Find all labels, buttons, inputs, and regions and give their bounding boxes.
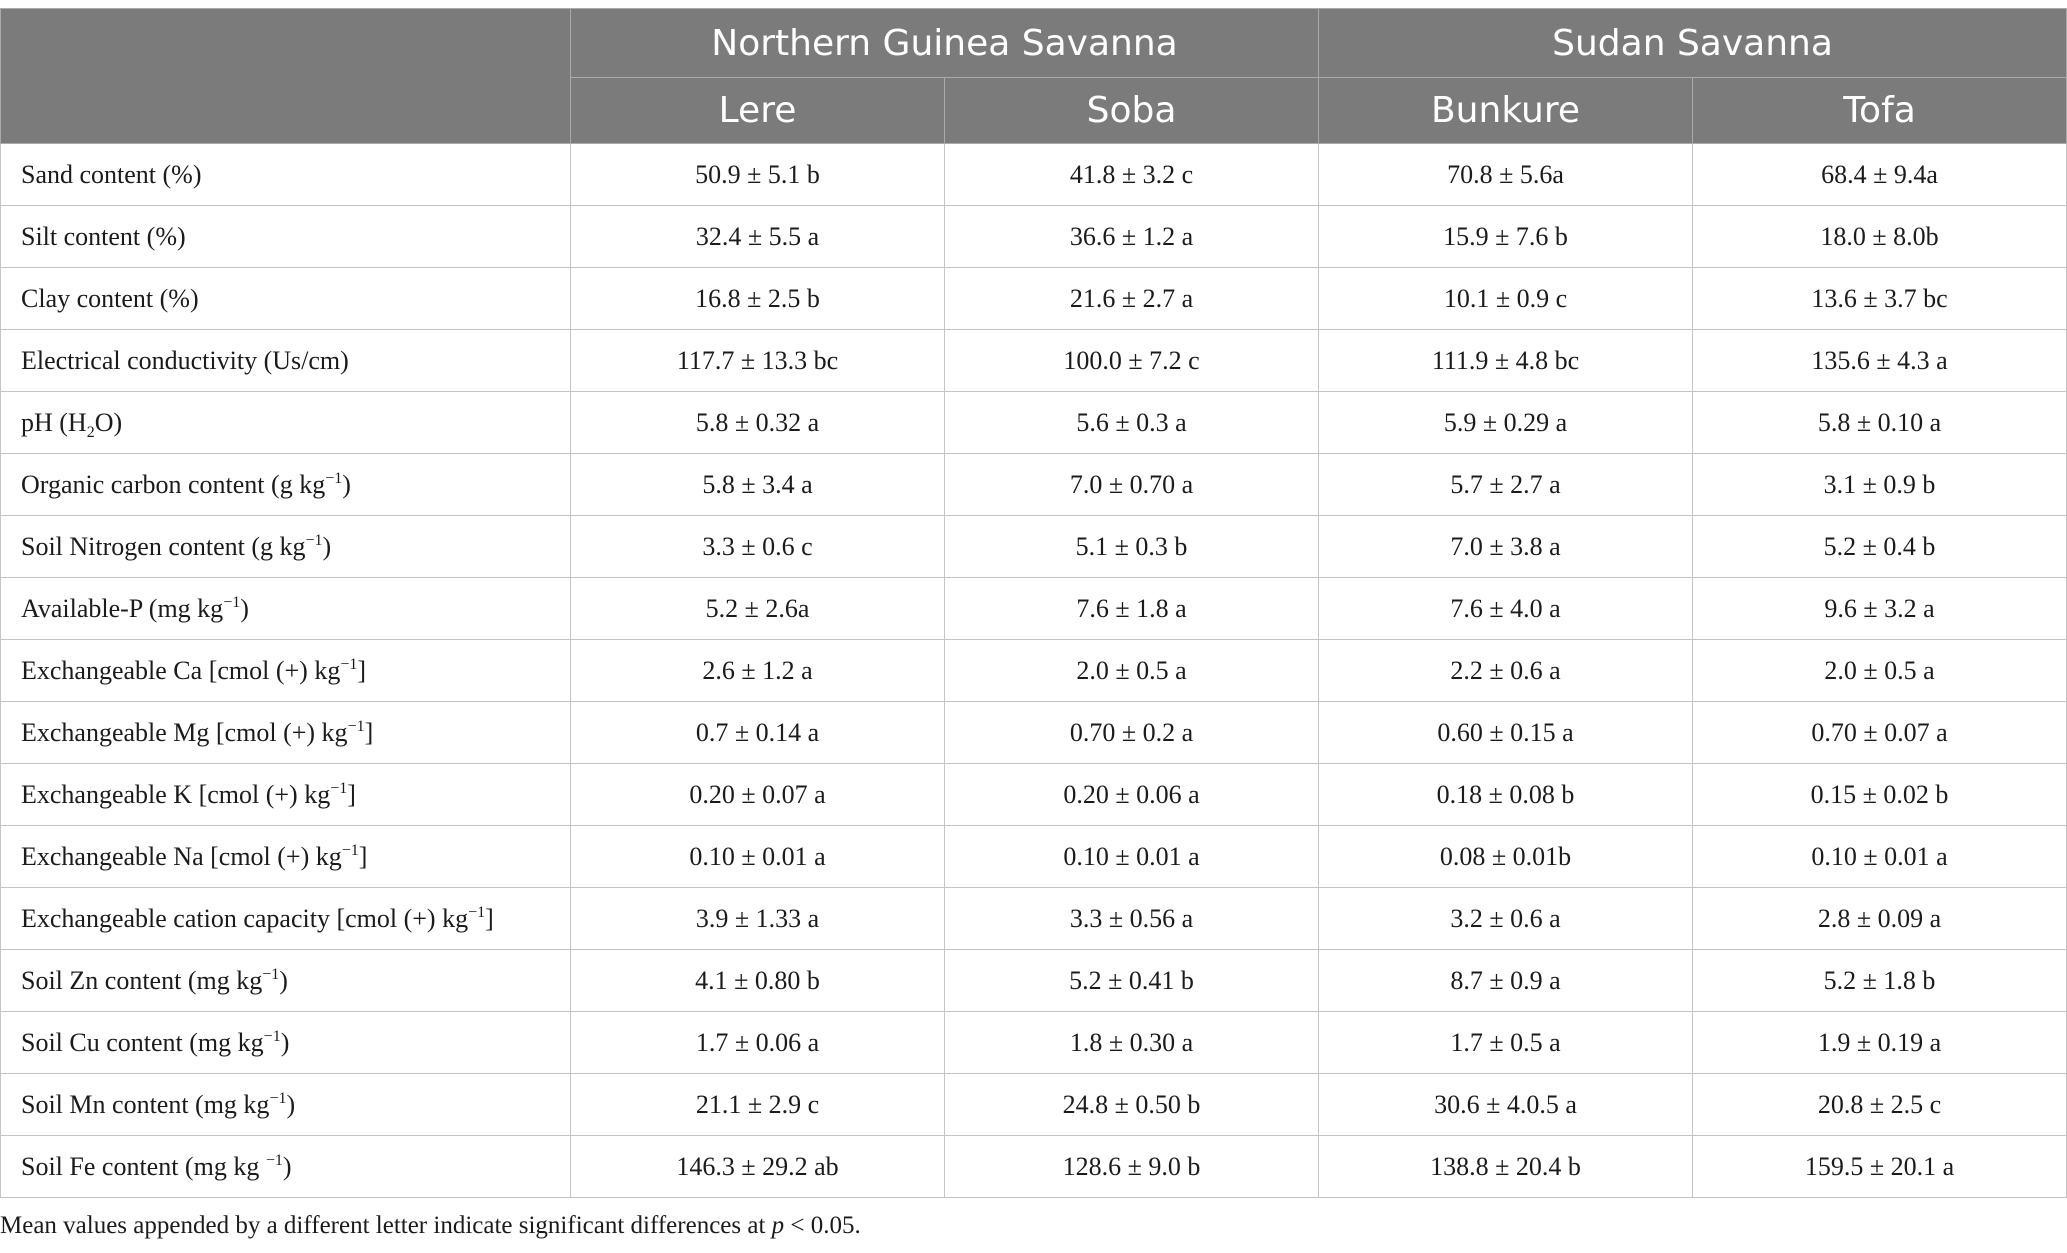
cell-lere: 5.2 ± 2.6a	[571, 578, 945, 640]
table-row	[1, 888, 2067, 950]
row-label: Exchangeable cation capacity [cmol (+) $kg^{-1}$]	[1, 888, 571, 950]
cell-tofa: 3.1 ± 0.9 b	[1693, 454, 2067, 516]
cell-tofa: 5.2 ± 1.8 b	[1693, 950, 2067, 1012]
cell-tofa: 9.6 ± 3.2 a	[1693, 578, 2067, 640]
cell-tofa: 20.8 ± 2.5 c	[1693, 1074, 2067, 1136]
header-row-regions	[1, 9, 2067, 78]
cell-lere: 0.7 ± 0.14 a	[571, 702, 945, 764]
cell-tofa: 5.2 ± 0.4 b	[1693, 516, 2067, 578]
row-label: Soil Cu content (mg $kg^{-1}$)	[1, 1012, 571, 1074]
cell-soba: 21.6 ± 2.7 a	[945, 268, 1319, 330]
cell-lere: 5.8 ± 3.4 a	[571, 454, 945, 516]
table-row	[1, 702, 2067, 764]
table-footnote: Mean values appended by a different letter indicate significant differences at p < 0.05.	[0, 1212, 861, 1239]
cell-lere: 2.6 ± 1.2 a	[571, 640, 945, 702]
cell-soba: 24.8 ± 0.50 b	[945, 1074, 1319, 1136]
table-row	[1, 454, 2067, 516]
cell-bunkure: 7.0 ± 3.8 a	[1319, 516, 1693, 578]
row-label: Exchangeable K [cmol (+) $kg^{-1}$]	[1, 764, 571, 826]
cell-lere: 117.7 ± 13.3 bc	[571, 330, 945, 392]
row-label: Exchangeable Mg [cmol (+) $kg^{-1}$]	[1, 702, 571, 764]
cell-tofa: 0.70 ± 0.07 a	[1693, 702, 2067, 764]
row-label: Soil Fe content (mg kg $^{-1}$)	[1, 1136, 571, 1198]
row-label: Organic carbon content (g $kg^{-1}$)	[1, 454, 571, 516]
cell-soba: 0.10 ± 0.01 a	[945, 826, 1319, 888]
cell-lere: 4.1 ± 0.80 b	[571, 950, 945, 1012]
cell-soba: 5.6 ± 0.3 a	[945, 392, 1319, 454]
cell-lere: 21.1 ± 2.9 c	[571, 1074, 945, 1136]
table-row	[1, 392, 2067, 454]
cell-lere: 3.3 ± 0.6 c	[571, 516, 945, 578]
cell-bunkure: 111.9 ± 4.8 bc	[1319, 330, 1693, 392]
row-label: Clay content (%)	[1, 268, 571, 330]
table-row	[1, 950, 2067, 1012]
cell-lere: 1.7 ± 0.06 a	[571, 1012, 945, 1074]
cell-lere: 5.8 ± 0.32 a	[571, 392, 945, 454]
cell-tofa: 2.0 ± 0.5 a	[1693, 640, 2067, 702]
cell-bunkure: 10.1 ± 0.9 c	[1319, 268, 1693, 330]
cell-soba: 100.0 ± 7.2 c	[945, 330, 1319, 392]
cell-tofa: 159.5 ± 20.1 a	[1693, 1136, 2067, 1198]
cell-bunkure: 0.08 ± 0.01b	[1319, 826, 1693, 888]
cell-tofa: 68.4 ± 9.4a	[1693, 144, 2067, 206]
cell-tofa: 5.8 ± 0.10 a	[1693, 392, 2067, 454]
cell-soba: 7.0 ± 0.70 a	[945, 454, 1319, 516]
row-label: Sand content (%)	[1, 144, 571, 206]
cell-lere: 0.20 ± 0.07 a	[571, 764, 945, 826]
cell-soba: 0.70 ± 0.2 a	[945, 702, 1319, 764]
table-row	[1, 1136, 2067, 1198]
header-region-sudan-savanna: Sudan Savanna	[1319, 9, 2067, 78]
table-row	[1, 330, 2067, 392]
cell-bunkure: 0.18 ± 0.08 b	[1319, 764, 1693, 826]
row-label: Exchangeable Na [cmol (+) $kg^{-1}$]	[1, 826, 571, 888]
cell-tofa: 0.10 ± 0.01 a	[1693, 826, 2067, 888]
cell-bunkure: 2.2 ± 0.6 a	[1319, 640, 1693, 702]
row-label: Available-P (mg $kg^{-1}$)	[1, 578, 571, 640]
table-row	[1, 826, 2067, 888]
table-row	[1, 1012, 2067, 1074]
cell-tofa: 13.6 ± 3.7 bc	[1693, 268, 2067, 330]
cell-bunkure: 138.8 ± 20.4 b	[1319, 1136, 1693, 1198]
cell-soba: 7.6 ± 1.8 a	[945, 578, 1319, 640]
cell-tofa: 0.15 ± 0.02 b	[1693, 764, 2067, 826]
cell-soba: 3.3 ± 0.56 a	[945, 888, 1319, 950]
table-row	[1, 640, 2067, 702]
cell-bunkure: 15.9 ± 7.6 b	[1319, 206, 1693, 268]
header-site-tofa: Tofa	[1693, 78, 2067, 144]
header-corner-cell	[1, 9, 571, 144]
table-row	[1, 764, 2067, 826]
soil-properties-table	[0, 8, 2067, 1198]
cell-soba: 36.6 ± 1.2 a	[945, 206, 1319, 268]
cell-bunkure: 5.9 ± 0.29 a	[1319, 392, 1693, 454]
header-site-bunkure: Bunkure	[1319, 78, 1693, 144]
cell-lere: 3.9 ± 1.33 a	[571, 888, 945, 950]
cell-bunkure: 3.2 ± 0.6 a	[1319, 888, 1693, 950]
cell-soba: 128.6 ± 9.0 b	[945, 1136, 1319, 1198]
cell-lere: 146.3 ± 29.2 ab	[571, 1136, 945, 1198]
table-row	[1, 268, 2067, 330]
cell-tofa: 18.0 ± 8.0b	[1693, 206, 2067, 268]
cell-lere: 16.8 ± 2.5 b	[571, 268, 945, 330]
table-row	[1, 206, 2067, 268]
row-label: pH $(H_2O)$	[1, 392, 571, 454]
row-label: Soil Zn content (mg $kg^{-1}$)	[1, 950, 571, 1012]
cell-soba: 5.2 ± 0.41 b	[945, 950, 1319, 1012]
table-row	[1, 516, 2067, 578]
table-row	[1, 1074, 2067, 1136]
row-label: Silt content (%)	[1, 206, 571, 268]
header-site-lere: Lere	[571, 78, 945, 144]
cell-soba: 2.0 ± 0.5 a	[945, 640, 1319, 702]
cell-soba: 41.8 ± 3.2 c	[945, 144, 1319, 206]
row-label: Exchangeable Ca [cmol (+) $kg^{-1}$]	[1, 640, 571, 702]
cell-bunkure: 7.6 ± 4.0 a	[1319, 578, 1693, 640]
cell-bunkure: 70.8 ± 5.6a	[1319, 144, 1693, 206]
row-label: Soil Mn content (mg $kg^{-1}$)	[1, 1074, 571, 1136]
row-label: Electrical conductivity (Us/cm)	[1, 330, 571, 392]
cell-bunkure: 8.7 ± 0.9 a	[1319, 950, 1693, 1012]
cell-tofa: 1.9 ± 0.19 a	[1693, 1012, 2067, 1074]
table-row	[1, 578, 2067, 640]
header-site-soba: Soba	[945, 78, 1319, 144]
cell-lere: 50.9 ± 5.1 b	[571, 144, 945, 206]
cell-tofa: 2.8 ± 0.09 a	[1693, 888, 2067, 950]
cell-bunkure: 30.6 ± 4.0.5 a	[1319, 1074, 1693, 1136]
cell-bunkure: 1.7 ± 0.5 a	[1319, 1012, 1693, 1074]
cell-lere: 32.4 ± 5.5 a	[571, 206, 945, 268]
cell-tofa: 135.6 ± 4.3 a	[1693, 330, 2067, 392]
cell-bunkure: 0.60 ± 0.15 a	[1319, 702, 1693, 764]
cell-bunkure: 5.7 ± 2.7 a	[1319, 454, 1693, 516]
header-region-northern-guinea-savanna: Northern Guinea Savanna	[571, 9, 1319, 78]
row-label: Soil Nitrogen content (g $kg^{-1}$)	[1, 516, 571, 578]
table-row	[1, 144, 2067, 206]
cell-soba: 1.8 ± 0.30 a	[945, 1012, 1319, 1074]
cell-lere: 0.10 ± 0.01 a	[571, 826, 945, 888]
cell-soba: 0.20 ± 0.06 a	[945, 764, 1319, 826]
cell-soba: 5.1 ± 0.3 b	[945, 516, 1319, 578]
